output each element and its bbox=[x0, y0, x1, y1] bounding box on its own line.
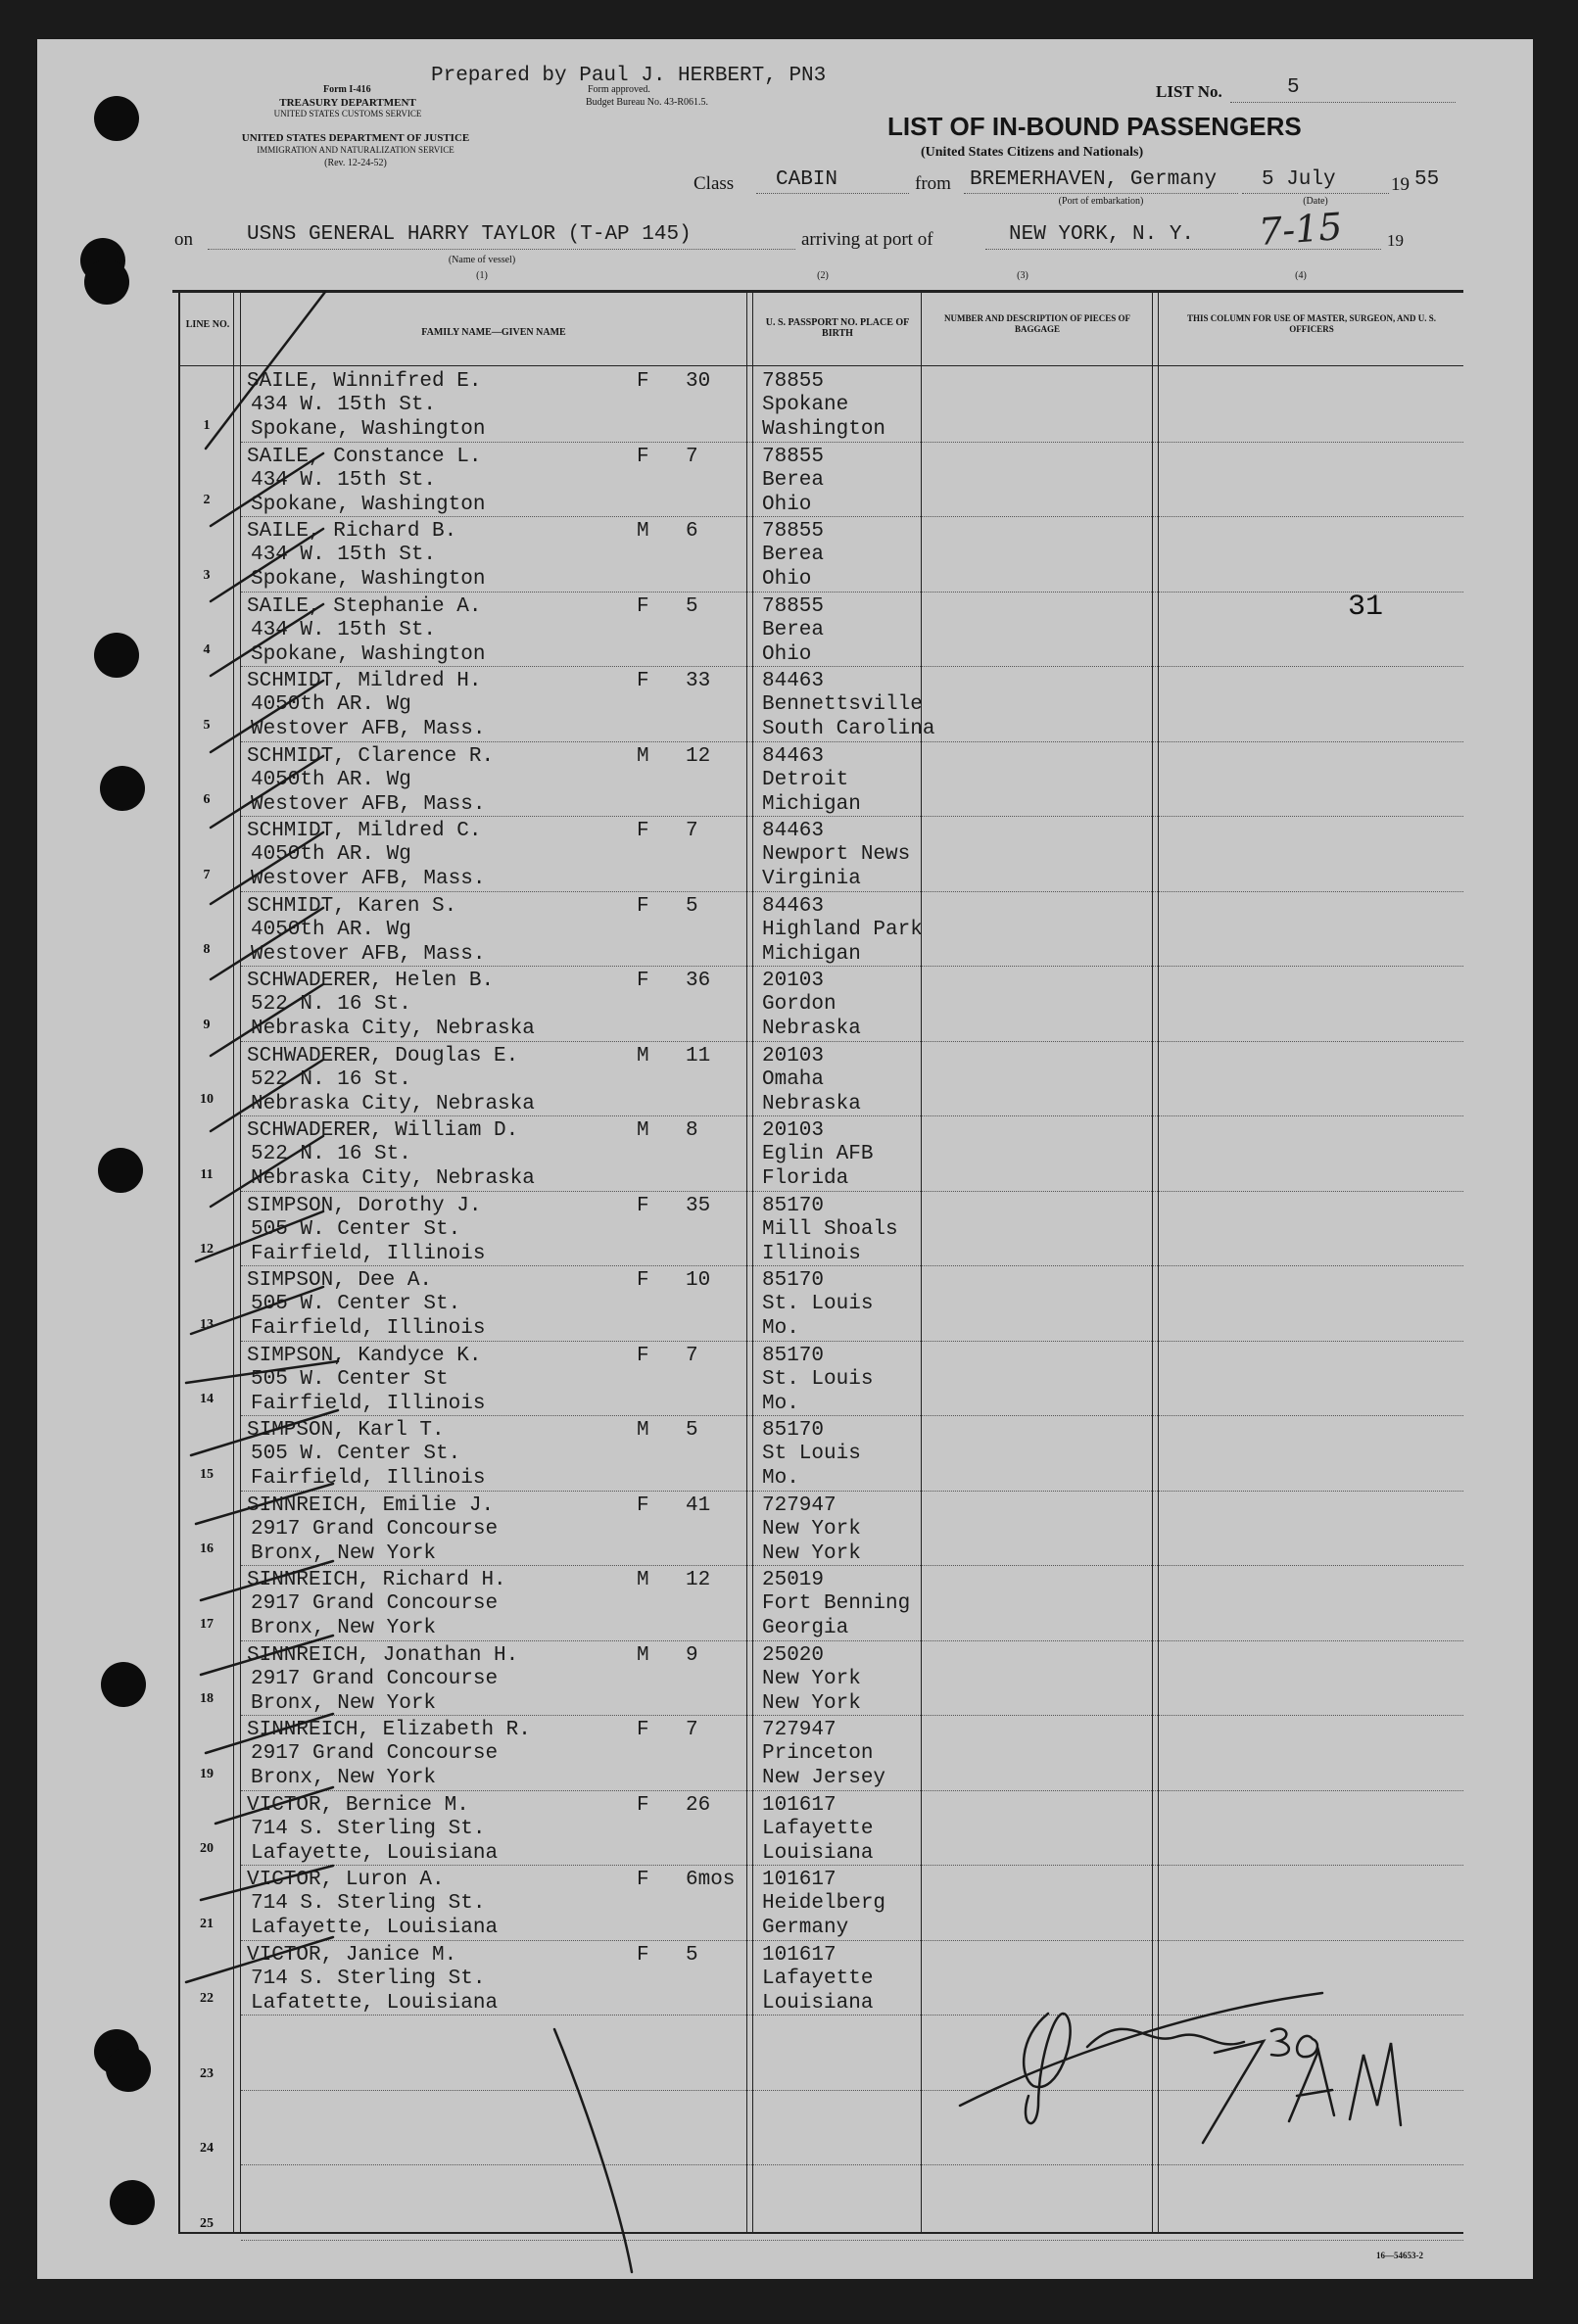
birth-place-1: Newport News bbox=[762, 843, 911, 866]
form-approved: Form approved. bbox=[588, 84, 650, 95]
address-line-2: Lafayette, Louisiana bbox=[251, 1841, 499, 1865]
address-line-2: Lafayette, Louisiana bbox=[251, 1917, 499, 1939]
line-number: 17 bbox=[200, 1616, 214, 1632]
check-mark bbox=[196, 1484, 333, 1524]
budget-bureau: Budget Bureau No. 43-R061.5. bbox=[586, 97, 708, 108]
passport-number: 101617 bbox=[762, 1869, 837, 1891]
passenger-name: SIMPSON, Kandyce K. bbox=[247, 1344, 482, 1367]
passenger-name: VICTOR, Luron A. bbox=[247, 1869, 445, 1891]
address-line-1: 4050th AR. Wg bbox=[251, 693, 411, 716]
passenger-sex: F bbox=[637, 1194, 649, 1217]
passenger-age: 36 bbox=[686, 970, 711, 992]
justice-dept: UNITED STATES DEPARTMENT OF JUSTICE bbox=[241, 132, 470, 144]
passport-number: 78855 bbox=[762, 445, 825, 468]
address-line-2: Bronx, New York bbox=[251, 1617, 437, 1639]
header-officers: THIS COLUMN FOR USE OF MASTER, SURGEON, AND U. S. OFFICERS bbox=[1187, 313, 1436, 334]
passenger-name: VICTOR, Janice M. bbox=[247, 1943, 457, 1967]
footer-code: 16—54653-2 bbox=[1376, 2251, 1423, 2260]
year-prefix-2: 19 bbox=[1387, 231, 1404, 250]
passenger-sex: M bbox=[637, 520, 649, 543]
line-number: 9 bbox=[203, 1017, 211, 1032]
birth-place-2: New Jersey bbox=[762, 1767, 886, 1789]
check-mark bbox=[201, 1561, 333, 1600]
passenger-age: 5 bbox=[686, 594, 698, 618]
address-line-1: 2917 Grand Concourse bbox=[251, 1517, 499, 1541]
passenger-sex: M bbox=[637, 744, 649, 768]
address-line-2: Fairfield, Illinois bbox=[251, 1317, 486, 1340]
line-number: 4 bbox=[203, 642, 211, 657]
birth-place-1: Lafayette bbox=[762, 1967, 874, 1990]
time-m bbox=[1350, 2043, 1401, 2125]
passenger-sex: M bbox=[637, 1569, 649, 1591]
vessel-name: USNS GENERAL HARRY TAYLOR (T-AP 145) bbox=[247, 223, 692, 246]
address-line-2: Bronx, New York bbox=[251, 1691, 437, 1715]
header-line-no: LINE NO. bbox=[185, 319, 230, 330]
birth-place-2: Germany bbox=[762, 1917, 849, 1939]
birth-place-2: Mo. bbox=[762, 1392, 799, 1415]
passenger-sex: F bbox=[637, 1344, 649, 1367]
birth-place-1: Berea bbox=[762, 544, 825, 566]
address-line-2: Spokane, Washington bbox=[251, 418, 486, 441]
arriving-label: arriving at port of bbox=[801, 229, 933, 250]
passenger-sex: F bbox=[637, 820, 649, 842]
address-line-1: 434 W. 15th St. bbox=[251, 618, 437, 641]
date-caption: (Date) bbox=[1303, 196, 1328, 207]
arrival-port: NEW YORK, N. Y. bbox=[1009, 223, 1195, 246]
birth-place-2: Virginia bbox=[762, 868, 861, 890]
address-line-2: Nebraska City, Nebraska bbox=[251, 1167, 535, 1190]
passenger-name: VICTOR, Bernice M. bbox=[247, 1793, 469, 1817]
passenger-age: 5 bbox=[686, 1419, 698, 1442]
passenger-name: SINNREICH, Richard H. bbox=[247, 1569, 506, 1591]
passenger-age: 8 bbox=[686, 1119, 698, 1142]
class-label: Class bbox=[693, 173, 735, 194]
passenger-sex: F bbox=[637, 670, 649, 692]
line-number: 21 bbox=[200, 1916, 214, 1931]
header-passport: U. S. PASSPORT NO. PLACE OF BIRTH bbox=[765, 317, 910, 339]
handwritten-date: 7-15 bbox=[1257, 205, 1344, 254]
address-line-1: 2917 Grand Concourse bbox=[251, 1592, 499, 1615]
line-number: 13 bbox=[200, 1316, 214, 1332]
passenger-name: SAILE, Stephanie A. bbox=[247, 594, 482, 618]
vessel-caption: (Name of vessel) bbox=[448, 255, 516, 265]
line-number: 15 bbox=[200, 1466, 214, 1482]
birth-place-2: Illinois bbox=[762, 1242, 861, 1265]
address-line-1: 714 S. Sterling St. bbox=[251, 1817, 486, 1840]
line-number: 25 bbox=[200, 2215, 214, 2231]
address-line-2: Nebraska City, Nebraska bbox=[251, 1018, 535, 1040]
passport-number: 20103 bbox=[762, 1119, 825, 1142]
treasury-dept: TREASURY DEPARTMENT bbox=[279, 97, 416, 109]
address-line-2: Westover AFB, Mass. bbox=[251, 942, 486, 966]
address-line-1: 4050th AR. Wg bbox=[251, 918, 411, 941]
address-line-1: 505 W. Center St. bbox=[251, 1293, 461, 1315]
passport-number: 101617 bbox=[762, 1793, 837, 1817]
line-number: 19 bbox=[200, 1766, 214, 1781]
passenger-age: 5 bbox=[686, 1943, 698, 1967]
passenger-name: SAILE, Winnifred E. bbox=[247, 370, 482, 393]
passenger-sex: F bbox=[637, 594, 649, 618]
from-label: from bbox=[915, 173, 951, 194]
address-line-1: 434 W. 15th St. bbox=[251, 468, 437, 492]
pen-stroke bbox=[554, 2029, 632, 2272]
birth-place-1: Berea bbox=[762, 618, 825, 641]
list-no-value: 5 bbox=[1287, 76, 1300, 99]
passenger-age: 26 bbox=[686, 1793, 711, 1817]
check-mark bbox=[196, 1211, 323, 1261]
check-mark bbox=[211, 453, 323, 526]
birth-place-2: New York bbox=[762, 1541, 861, 1565]
class-value: CABIN bbox=[776, 168, 838, 191]
passenger-age: 30 bbox=[686, 370, 711, 393]
passenger-age: 6mos bbox=[686, 1869, 736, 1891]
line-number: 8 bbox=[203, 942, 211, 957]
passenger-name: SAILE, Constance L. bbox=[247, 445, 482, 468]
check-mark bbox=[211, 832, 323, 904]
time-zero bbox=[1297, 2036, 1317, 2057]
col-num-3: (3) bbox=[1017, 270, 1028, 281]
line-number: 5 bbox=[203, 717, 211, 733]
birth-place-1: New York bbox=[762, 1667, 861, 1690]
embark-date: 5 July bbox=[1262, 168, 1336, 191]
line-number: 2 bbox=[203, 493, 211, 507]
line-number: 3 bbox=[203, 567, 211, 583]
passenger-name: SCHWADERER, Helen B. bbox=[247, 970, 495, 992]
passenger-age: 11 bbox=[686, 1044, 711, 1067]
passport-number: 84463 bbox=[762, 820, 825, 842]
list-no-label: LIST No. bbox=[1156, 82, 1222, 101]
passport-number: 101617 bbox=[762, 1943, 837, 1967]
passenger-name: SCHMIDT, Mildred H. bbox=[247, 670, 482, 692]
list-subtitle: (United States Citizens and Nationals) bbox=[921, 145, 1144, 160]
header-baggage: NUMBER AND DESCRIPTION OF PIECES OF BAGGAGE bbox=[944, 313, 1130, 334]
line-number: 11 bbox=[200, 1166, 214, 1182]
check-mark bbox=[206, 1714, 333, 1753]
address-line-2: Westover AFB, Mass. bbox=[251, 868, 486, 890]
passenger-age: 7 bbox=[686, 1719, 698, 1741]
passenger-sex: F bbox=[637, 445, 649, 468]
passenger-age: 7 bbox=[686, 445, 698, 468]
passenger-age: 7 bbox=[686, 1344, 698, 1367]
passport-number: 84463 bbox=[762, 744, 825, 768]
passport-number: 78855 bbox=[762, 594, 825, 618]
address-line-2: Spokane, Washington bbox=[251, 493, 486, 516]
passenger-sex: F bbox=[637, 1869, 649, 1891]
address-line-2: Fairfield, Illinois bbox=[251, 1242, 486, 1265]
prepared-by: Prepared by Paul J. HERBERT, PN3 bbox=[431, 65, 827, 87]
passenger-sex: F bbox=[637, 370, 649, 393]
col-num-1: (1) bbox=[476, 270, 488, 281]
passport-number: 85170 bbox=[762, 1194, 825, 1217]
passenger-name: SINNREICH, Jonathan H. bbox=[247, 1643, 519, 1667]
birth-place-2: Washington bbox=[762, 418, 886, 441]
birth-place-1: New York bbox=[762, 1517, 861, 1541]
line-number: 14 bbox=[200, 1392, 214, 1406]
port-of-embarkation: BREMERHAVEN, Germany bbox=[970, 168, 1218, 191]
header-name: FAMILY NAME—GIVEN NAME bbox=[421, 327, 566, 338]
passenger-sex: F bbox=[637, 1719, 649, 1741]
address-line-2: Lafatette, Louisiana bbox=[251, 1991, 499, 2015]
passenger-name: SINNREICH, Emilie J. bbox=[247, 1494, 495, 1517]
check-mark bbox=[191, 1287, 323, 1334]
form-revision: (Rev. 12-24-52) bbox=[324, 158, 387, 168]
passport-number: 25020 bbox=[762, 1643, 825, 1667]
passenger-sex: M bbox=[637, 1419, 649, 1442]
birth-place-1: Eglin AFB bbox=[762, 1143, 874, 1165]
check-mark bbox=[186, 1937, 333, 1982]
passport-number: 727947 bbox=[762, 1494, 837, 1517]
passenger-age: 9 bbox=[686, 1643, 698, 1667]
address-line-1: 2917 Grand Concourse bbox=[251, 1667, 499, 1690]
address-line-1: 522 N. 16 St. bbox=[251, 1143, 411, 1165]
time-annotation bbox=[1215, 2135, 1219, 2136]
check-mark bbox=[191, 1410, 338, 1455]
birth-place-1: St. Louis bbox=[762, 1293, 874, 1315]
passenger-age: 7 bbox=[686, 820, 698, 842]
birth-place-2: Nebraska bbox=[762, 1092, 861, 1115]
time-a bbox=[1289, 2051, 1334, 2121]
address-line-1: 714 S. Sterling St. bbox=[251, 1892, 486, 1915]
passport-number: 85170 bbox=[762, 1344, 825, 1367]
check-mark bbox=[186, 1361, 338, 1383]
birth-place-1: Lafayette bbox=[762, 1817, 874, 1840]
time-three bbox=[1271, 2029, 1289, 2056]
address-line-2: Spokane, Washington bbox=[251, 642, 486, 666]
passenger-sex: F bbox=[637, 1793, 649, 1817]
birth-place-2: Ohio bbox=[762, 642, 812, 666]
birth-place-1: Heidelberg bbox=[762, 1892, 886, 1915]
col-num-4: (4) bbox=[1295, 270, 1307, 281]
birth-place-2: Georgia bbox=[762, 1617, 849, 1639]
passenger-name: SINNREICH, Elizabeth R. bbox=[247, 1719, 531, 1741]
birth-place-1: Spokane bbox=[762, 394, 849, 416]
birth-place-2: Michigan bbox=[762, 792, 861, 816]
passport-number: 85170 bbox=[762, 1419, 825, 1442]
birth-place-2: Louisiana bbox=[762, 1841, 874, 1865]
address-line-2: Nebraska City, Nebraska bbox=[251, 1092, 535, 1115]
birth-place-2: Mo. bbox=[762, 1317, 799, 1340]
address-line-2: Bronx, New York bbox=[251, 1767, 437, 1789]
birth-place-1: Bennettsville bbox=[762, 693, 923, 716]
check-mark bbox=[211, 529, 323, 601]
on-label: on bbox=[174, 229, 193, 250]
line-number: 18 bbox=[200, 1691, 214, 1706]
list-title: LIST OF IN-BOUND PASSENGERS bbox=[887, 112, 1302, 141]
birth-place-2: Florida bbox=[762, 1167, 849, 1190]
birth-place-1: Highland Park bbox=[762, 918, 923, 941]
address-line-2: Westover AFB, Mass. bbox=[251, 718, 486, 740]
birth-place-1: Gordon bbox=[762, 993, 837, 1016]
ins-service: IMMIGRATION AND NATURALIZATION SERVICE bbox=[257, 145, 454, 155]
birth-place-2: Ohio bbox=[762, 493, 812, 516]
passenger-name: SIMPSON, Dee A. bbox=[247, 1269, 433, 1292]
col-num-2: (2) bbox=[817, 270, 829, 281]
birth-place-1: Detroit bbox=[762, 768, 849, 791]
address-line-1: 434 W. 15th St. bbox=[251, 394, 437, 416]
birth-place-1: Fort Benning bbox=[762, 1592, 911, 1615]
passenger-name: SCHMIDT, Karen S. bbox=[247, 894, 457, 918]
line-number: 20 bbox=[200, 1841, 214, 1856]
passenger-age: 10 bbox=[686, 1269, 711, 1292]
passenger-age: 41 bbox=[686, 1494, 711, 1517]
line-number: 1 bbox=[203, 417, 211, 433]
port-embark-caption: (Port of embarkation) bbox=[1058, 196, 1144, 207]
passenger-sex: F bbox=[637, 1494, 649, 1517]
passport-number: 78855 bbox=[762, 520, 825, 543]
passport-number: 727947 bbox=[762, 1719, 837, 1741]
birth-place-1: Berea bbox=[762, 468, 825, 492]
passport-number: 20103 bbox=[762, 1044, 825, 1067]
address-line-1: 714 S. Sterling St. bbox=[251, 1967, 486, 1990]
passenger-sex: F bbox=[637, 1269, 649, 1292]
check-mark bbox=[211, 908, 323, 979]
passenger-age: 33 bbox=[686, 670, 711, 692]
address-line-1: 522 N. 16 St. bbox=[251, 993, 411, 1016]
time-seven bbox=[1203, 2041, 1264, 2143]
check-mark bbox=[211, 1060, 323, 1131]
line-number: 22 bbox=[200, 1991, 214, 2006]
address-line-2: Westover AFB, Mass. bbox=[251, 792, 486, 816]
passenger-age: 12 bbox=[686, 744, 711, 768]
passenger-name: SCHWADERER, Douglas E. bbox=[247, 1044, 519, 1067]
birth-place-1: St. Louis bbox=[762, 1367, 874, 1391]
passport-number: 84463 bbox=[762, 670, 825, 692]
passenger-name: SCHMIDT, Clarence R. bbox=[247, 744, 495, 768]
passenger-age: 6 bbox=[686, 520, 698, 543]
address-line-1: 4050th AR. Wg bbox=[251, 768, 411, 791]
line-number: 23 bbox=[200, 2065, 214, 2081]
address-line-1: 2917 Grand Concourse bbox=[251, 1742, 499, 1765]
passenger-name: SAILE, Richard B. bbox=[247, 520, 457, 543]
passenger-name: SCHWADERER, William D. bbox=[247, 1119, 519, 1142]
year-suffix: 55 bbox=[1414, 168, 1440, 191]
passport-number: 20103 bbox=[762, 970, 825, 992]
birth-place-2: Louisiana bbox=[762, 1991, 874, 2015]
birth-place-2: Mo. bbox=[762, 1467, 799, 1490]
passenger-sex: F bbox=[637, 1943, 649, 1967]
customs-service: UNITED STATES CUSTOMS SERVICE bbox=[273, 109, 422, 119]
check-mark bbox=[211, 604, 323, 676]
birth-place-2: South Carolina bbox=[762, 718, 935, 740]
line-number: 24 bbox=[200, 2141, 214, 2156]
birth-place-1: Princeton bbox=[762, 1742, 874, 1765]
passenger-name: SIMPSON, Karl T. bbox=[247, 1419, 445, 1442]
passport-number: 84463 bbox=[762, 894, 825, 918]
passenger-sex: F bbox=[637, 970, 649, 992]
check-mark bbox=[211, 984, 323, 1056]
year-prefix: 19 bbox=[1391, 174, 1410, 195]
passenger-age: 35 bbox=[686, 1194, 711, 1217]
birth-place-1: Omaha bbox=[762, 1067, 825, 1091]
passenger-sex: M bbox=[637, 1643, 649, 1667]
line-number: 7 bbox=[203, 867, 211, 882]
address-line-1: 505 W. Center St. bbox=[251, 1443, 461, 1465]
passenger-age: 12 bbox=[686, 1569, 711, 1591]
birth-place-1: St Louis bbox=[762, 1443, 861, 1465]
birth-place-2: Nebraska bbox=[762, 1018, 861, 1040]
check-mark bbox=[211, 1136, 323, 1207]
address-line-1: 434 W. 15th St. bbox=[251, 544, 437, 566]
passenger-age: 5 bbox=[686, 894, 698, 918]
passenger-name: SCHMIDT, Mildred C. bbox=[247, 820, 482, 842]
passport-number: 25019 bbox=[762, 1569, 825, 1591]
check-mark bbox=[201, 1866, 333, 1900]
birth-place-1: Mill Shoals bbox=[762, 1217, 898, 1241]
address-line-1: 522 N. 16 St. bbox=[251, 1067, 411, 1091]
passenger-sex: M bbox=[637, 1044, 649, 1067]
line-number: 6 bbox=[203, 792, 211, 807]
line-number: 16 bbox=[200, 1541, 214, 1556]
address-line-1: 505 W. Center St. bbox=[251, 1217, 461, 1241]
address-line-2: Spokane, Washington bbox=[251, 568, 486, 591]
passport-number: 85170 bbox=[762, 1269, 825, 1292]
address-line-1: 505 W. Center St bbox=[251, 1367, 449, 1391]
form-number: Form I-416 bbox=[323, 84, 371, 95]
check-mark bbox=[211, 756, 323, 828]
check-mark bbox=[211, 681, 323, 752]
address-line-2: Fairfield, Illinois bbox=[251, 1392, 486, 1415]
line-number: 10 bbox=[200, 1092, 214, 1107]
address-line-2: Fairfield, Illinois bbox=[251, 1467, 486, 1490]
birth-place-2: Ohio bbox=[762, 568, 812, 591]
line-number: 12 bbox=[200, 1242, 214, 1257]
birth-place-2: New York bbox=[762, 1691, 861, 1715]
check-mark bbox=[206, 292, 325, 449]
address-line-1: 4050th AR. Wg bbox=[251, 843, 411, 866]
birth-place-2: Michigan bbox=[762, 942, 861, 966]
passenger-sex: M bbox=[637, 1119, 649, 1142]
passenger-sex: F bbox=[637, 894, 649, 918]
signature bbox=[960, 1993, 1322, 2123]
passport-number: 78855 bbox=[762, 370, 825, 393]
check-mark bbox=[201, 1636, 333, 1675]
check-mark bbox=[215, 1787, 333, 1824]
passenger-name: SIMPSON, Dorothy J. bbox=[247, 1194, 482, 1217]
count-annotation: 31 bbox=[1348, 591, 1384, 624]
address-line-2: Bronx, New York bbox=[251, 1541, 437, 1565]
